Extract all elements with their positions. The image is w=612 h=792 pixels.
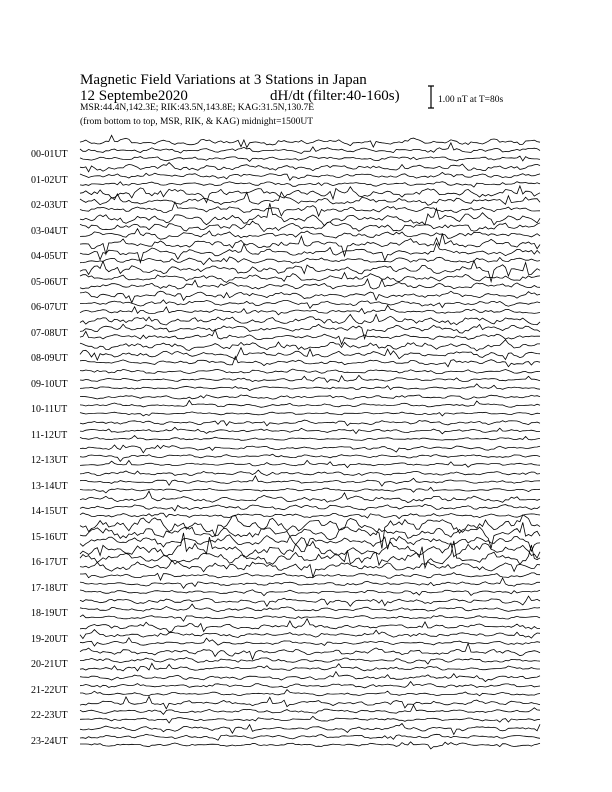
trace-msr-10-11ut (80, 412, 540, 416)
trace-msr-05-06ut (80, 279, 540, 289)
hour-label: 12-13UT (31, 455, 68, 467)
trace-msr-16-17ut (80, 560, 540, 577)
hour-label: 01-02UT (31, 174, 68, 186)
trace-msr-20-21ut (80, 663, 540, 671)
hour-label: 23-24UT (31, 735, 68, 747)
trace-kag-16-17ut (80, 533, 540, 558)
hour-label: 06-07UT (31, 302, 68, 314)
trace-kag-04-05ut (80, 233, 540, 256)
scale-bar-line (428, 86, 434, 108)
trace-msr-23-24ut (80, 742, 540, 749)
trace-msr-17-18ut (80, 590, 540, 596)
hour-label: 00-01UT (31, 149, 68, 161)
hour-label: 08-09UT (31, 353, 68, 365)
trace-kag-09-10ut (80, 369, 540, 374)
hour-label: 10-11UT (31, 404, 68, 416)
station-order-note: (from bottom to top, MSR, RIK, & KAG) midnight=1500UT (80, 117, 314, 127)
date-label: 12 Septembe2020 (80, 88, 188, 104)
chart-title: Magnetic Field Variations at 3 Stations in Japan (80, 72, 367, 88)
trace-msr-04-05ut (80, 257, 540, 265)
trace-kag-23-24ut (80, 724, 540, 735)
trace-msr-14-15ut (80, 513, 540, 519)
hour-label: 11-12UT (31, 429, 68, 441)
hour-label: 04-05UT (31, 251, 68, 263)
hour-label: 09-10UT (31, 378, 68, 390)
trace-kag-02-03ut (80, 186, 540, 203)
trace-rik-08-09ut (80, 348, 540, 360)
trace-kag-17-18ut (80, 573, 540, 581)
trace-msr-08-09ut (80, 357, 540, 367)
hour-label: 07-08UT (31, 327, 68, 339)
trace-msr-22-23ut (80, 716, 540, 723)
hour-label: 18-19UT (31, 608, 68, 620)
trace-rik-02-03ut (80, 192, 540, 205)
trace-kag-07-08ut (80, 314, 540, 325)
station-coordinates: MSR:44.4N,142.3E; RIK:43.5N,143.8E; KAG:31.5N,130.7E (80, 103, 315, 113)
trace-msr-06-07ut (80, 305, 540, 315)
trace-rik-14-15ut (80, 504, 540, 511)
trace-msr-21-22ut (80, 690, 540, 696)
trace-rik-10-11ut (80, 400, 540, 407)
trace-kag-13-14ut (80, 470, 540, 476)
trace-rik-03-04ut (80, 221, 540, 232)
trace-rik-01-02ut (80, 172, 540, 180)
trace-kag-14-15ut (80, 491, 540, 502)
trace-rik-13-14ut (80, 476, 540, 486)
trace-kag-05-06ut (80, 261, 540, 282)
trace-msr-01-02ut (80, 182, 540, 187)
trace-kag-11-12ut (80, 420, 540, 426)
trace-kag-22-23ut (80, 697, 540, 709)
trace-kag-10-11ut (80, 395, 540, 399)
trace-rik-22-23ut (80, 705, 540, 714)
trace-msr-12-13ut (80, 460, 540, 467)
trace-kag-20-21ut (80, 643, 540, 659)
trace-rik-17-18ut (80, 578, 540, 588)
trace-rik-18-19ut (80, 604, 540, 612)
trace-rik-00-01ut (80, 143, 540, 154)
trace-rik-20-21ut (80, 658, 540, 665)
trace-rik-19-20ut (80, 630, 540, 639)
scale-bar-label: 1.00 nT at T=80s (438, 95, 504, 105)
trace-kag-15-16ut (80, 515, 540, 549)
trace-msr-18-19ut (80, 615, 540, 621)
trace-rik-05-06ut (80, 273, 540, 283)
hour-label: 02-03UT (31, 200, 68, 212)
hour-label: 17-18UT (31, 582, 68, 594)
trace-rik-21-22ut (80, 682, 540, 688)
trace-msr-07-08ut (80, 329, 540, 344)
trace-msr-02-03ut (80, 202, 540, 216)
trace-rik-06-07ut (80, 300, 540, 308)
filter-label: dH/dt (filter:40-160s) (270, 88, 400, 104)
hour-label: 21-22UT (31, 684, 68, 696)
hour-label: 19-20UT (31, 633, 68, 645)
hour-label: 14-15UT (31, 506, 68, 518)
trace-kag-06-07ut (80, 291, 540, 303)
trace-rik-11-12ut (80, 427, 540, 434)
trace-msr-11-12ut (80, 436, 540, 441)
trace-kag-19-20ut (80, 619, 540, 632)
trace-rik-12-13ut (80, 454, 540, 461)
trace-rik-23-24ut (80, 734, 540, 740)
hour-label: 03-04UT (31, 225, 68, 237)
trace-kag-00-01ut (80, 135, 540, 147)
hour-label: 13-14UT (31, 480, 68, 492)
hour-label: 05-06UT (31, 276, 68, 288)
trace-msr-09-10ut (80, 384, 540, 391)
hour-label: 20-21UT (31, 659, 68, 671)
trace-rik-09-10ut (80, 375, 540, 382)
trace-kag-01-02ut (80, 163, 540, 172)
hour-label: 16-17UT (31, 557, 68, 569)
trace-kag-18-19ut (80, 596, 540, 606)
trace-kag-12-13ut (80, 445, 540, 453)
hour-label: 22-23UT (31, 710, 68, 722)
trace-msr-00-01ut (80, 156, 540, 161)
hour-label: 15-16UT (31, 531, 68, 543)
trace-msr-19-20ut (80, 638, 540, 646)
trace-group (80, 135, 540, 749)
scale-bar (428, 86, 434, 108)
trace-msr-15-16ut (80, 535, 540, 551)
trace-kag-21-22ut (80, 672, 540, 682)
trace-rik-16-17ut (80, 541, 540, 568)
